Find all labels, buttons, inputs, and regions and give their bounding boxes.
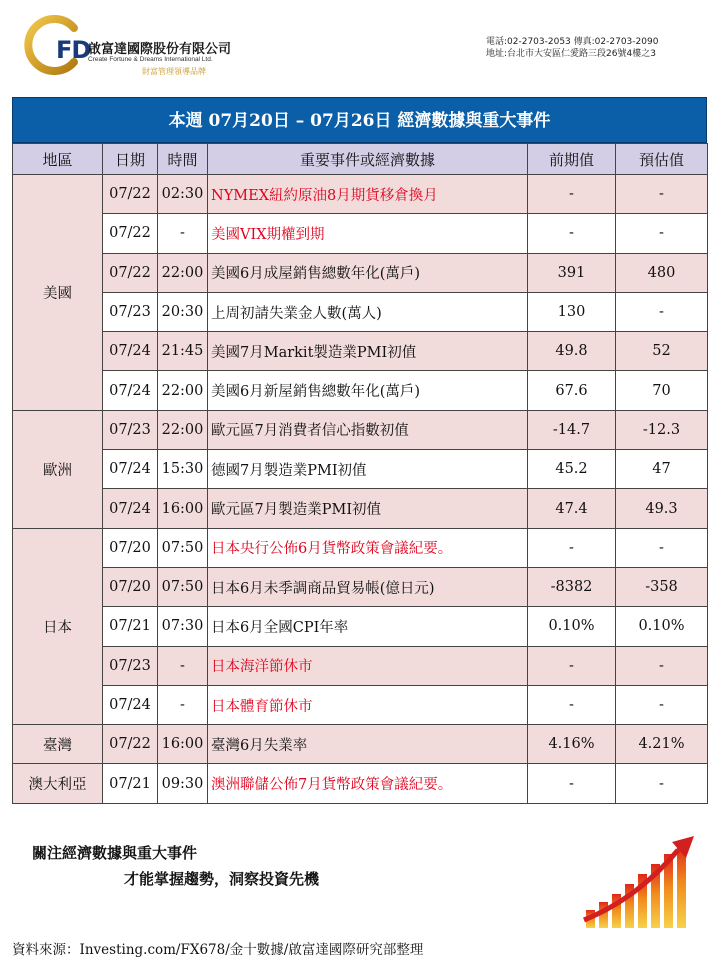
event-cell: 日本6月全國CPI年率 bbox=[208, 607, 528, 646]
previous-value-cell: - bbox=[528, 214, 616, 253]
forecast-value-cell: -358 bbox=[616, 567, 708, 606]
time-cell: 22:00 bbox=[158, 410, 208, 449]
region-cell: 澳大利亞 bbox=[13, 764, 103, 803]
table-row bbox=[13, 607, 708, 646]
region-cell: 美國 bbox=[13, 175, 103, 411]
date-cell: 07/21 bbox=[103, 607, 158, 646]
previous-value-cell: 47.4 bbox=[528, 489, 616, 528]
time-cell: 07:50 bbox=[158, 528, 208, 567]
date-cell: 07/23 bbox=[103, 410, 158, 449]
previous-value-cell: 4.16% bbox=[528, 725, 616, 764]
table-row bbox=[13, 489, 708, 528]
table-row bbox=[13, 646, 708, 685]
region-cell: 日本 bbox=[13, 528, 103, 724]
contact-info bbox=[486, 36, 698, 60]
page-header bbox=[0, 0, 720, 92]
header-region: 地區 bbox=[13, 144, 103, 175]
table-title: 本週 07月20日 – 07月26日 經濟數據與重大事件 bbox=[12, 97, 707, 143]
time-cell: 09:30 bbox=[158, 764, 208, 803]
events-table bbox=[12, 143, 708, 804]
time-cell: 16:00 bbox=[158, 725, 208, 764]
table-row bbox=[13, 764, 708, 803]
event-cell: 澳洲聯儲公佈7月貨幣政策會議紀要。 bbox=[208, 764, 528, 803]
footer-line-1: 關注經濟數據與重大事件 bbox=[32, 844, 198, 862]
event-cell: 歐元區7月製造業PMI初值 bbox=[208, 489, 528, 528]
date-cell: 07/22 bbox=[103, 253, 158, 292]
time-cell: 20:30 bbox=[158, 292, 208, 331]
date-cell: 07/24 bbox=[103, 489, 158, 528]
forecast-value-cell: - bbox=[616, 214, 708, 253]
table-row bbox=[13, 292, 708, 331]
previous-value-cell: - bbox=[528, 175, 616, 214]
header-time: 時間 bbox=[158, 144, 208, 175]
previous-value-cell: - bbox=[528, 685, 616, 724]
time-cell: 07:50 bbox=[158, 567, 208, 606]
region-cell: 臺灣 bbox=[13, 725, 103, 764]
forecast-value-cell: - bbox=[616, 685, 708, 724]
time-cell: 16:00 bbox=[158, 489, 208, 528]
event-cell: 臺灣6月失業率 bbox=[208, 725, 528, 764]
table-row bbox=[13, 214, 708, 253]
date-cell: 07/21 bbox=[103, 764, 158, 803]
forecast-value-cell: 47 bbox=[616, 450, 708, 489]
phone-fax-line: 電話:02-2703-2053 傳真:02-2703-2090 bbox=[486, 37, 659, 47]
time-cell: 15:30 bbox=[158, 450, 208, 489]
events-table-body bbox=[13, 175, 708, 804]
date-cell: 07/22 bbox=[103, 214, 158, 253]
table-row bbox=[13, 725, 708, 764]
previous-value-cell: - bbox=[528, 528, 616, 567]
date-cell: 07/20 bbox=[103, 528, 158, 567]
table-row bbox=[13, 410, 708, 449]
event-cell: 日本6月未季調商品貿易帳(億日元) bbox=[208, 567, 528, 606]
header-date: 日期 bbox=[103, 144, 158, 175]
previous-value-cell: 67.6 bbox=[528, 371, 616, 410]
events-table-container bbox=[12, 97, 707, 804]
previous-value-cell: 391 bbox=[528, 253, 616, 292]
table-row bbox=[13, 371, 708, 410]
forecast-value-cell: 49.3 bbox=[616, 489, 708, 528]
event-cell: 歐元區7月消費者信心指數初值 bbox=[208, 410, 528, 449]
table-row bbox=[13, 332, 708, 371]
date-cell: 07/23 bbox=[103, 646, 158, 685]
forecast-value-cell: -12.3 bbox=[616, 410, 708, 449]
table-row bbox=[13, 450, 708, 489]
header-previous: 前期值 bbox=[528, 144, 616, 175]
region-cell: 歐洲 bbox=[13, 410, 103, 528]
date-cell: 07/24 bbox=[103, 685, 158, 724]
time-cell: 02:30 bbox=[158, 175, 208, 214]
forecast-value-cell: - bbox=[616, 175, 708, 214]
previous-value-cell: - bbox=[528, 764, 616, 803]
company-logo[interactable] bbox=[22, 14, 292, 84]
event-cell: 美國6月新屋銷售總數年化(萬戶) bbox=[208, 371, 528, 410]
event-cell: 美國7月Markit製造業PMI初值 bbox=[208, 332, 528, 371]
date-cell: 07/24 bbox=[103, 450, 158, 489]
date-cell: 07/23 bbox=[103, 292, 158, 331]
previous-value-cell: 45.2 bbox=[528, 450, 616, 489]
date-cell: 07/24 bbox=[103, 332, 158, 371]
event-cell: 美國VIX期權到期 bbox=[208, 214, 528, 253]
header-event: 重要事件或經濟數據 bbox=[208, 144, 528, 175]
forecast-value-cell: 52 bbox=[616, 332, 708, 371]
event-cell: 上周初請失業金人數(萬人) bbox=[208, 292, 528, 331]
forecast-value-cell: 70 bbox=[616, 371, 708, 410]
table-row bbox=[13, 253, 708, 292]
event-cell: 日本體育節休市 bbox=[208, 685, 528, 724]
address-line: 地址:台北市大安區仁愛路三段26號4樓之3 bbox=[486, 49, 656, 59]
time-cell: 07:30 bbox=[158, 607, 208, 646]
previous-value-cell: 0.10% bbox=[528, 607, 616, 646]
forecast-value-cell: - bbox=[616, 764, 708, 803]
event-cell: NYMEX紐約原油8月期貨移倉換月 bbox=[208, 175, 528, 214]
header-forecast: 預估值 bbox=[616, 144, 708, 175]
previous-value-cell: - bbox=[528, 646, 616, 685]
table-row bbox=[13, 175, 708, 214]
previous-value-cell: -8382 bbox=[528, 567, 616, 606]
forecast-value-cell: - bbox=[616, 292, 708, 331]
event-cell: 美國6月成屋銷售總數年化(萬戶) bbox=[208, 253, 528, 292]
previous-value-cell: 49.8 bbox=[528, 332, 616, 371]
event-cell: 日本央行公佈6月貨幣政策會議紀要。 bbox=[208, 528, 528, 567]
time-cell: 21:45 bbox=[158, 332, 208, 371]
table-row bbox=[13, 685, 708, 724]
table-row bbox=[13, 528, 708, 567]
date-cell: 07/22 bbox=[103, 175, 158, 214]
time-cell: - bbox=[158, 685, 208, 724]
forecast-value-cell: - bbox=[616, 646, 708, 685]
forecast-value-cell: - bbox=[616, 528, 708, 567]
company-name: 啟富達國際股份有限公司 bbox=[88, 42, 232, 57]
forecast-value-cell: 4.21% bbox=[616, 725, 708, 764]
logo-letters: FD bbox=[56, 36, 91, 64]
date-cell: 07/20 bbox=[103, 567, 158, 606]
time-cell: - bbox=[158, 214, 208, 253]
footer-line-2: 才能掌握趨勢，洞察投資先機 bbox=[124, 870, 320, 888]
time-cell: 22:00 bbox=[158, 253, 208, 292]
event-cell: 德國7月製造業PMI初值 bbox=[208, 450, 528, 489]
time-cell: - bbox=[158, 646, 208, 685]
date-cell: 07/22 bbox=[103, 725, 158, 764]
footer-slogan bbox=[32, 840, 319, 892]
data-source: 資料來源：Investing.com/FX678/金十數據/啟富達國際研究部整理 bbox=[12, 942, 424, 958]
time-cell: 22:00 bbox=[158, 371, 208, 410]
event-cell: 日本海洋節休市 bbox=[208, 646, 528, 685]
date-cell: 07/24 bbox=[103, 371, 158, 410]
table-header-row bbox=[13, 144, 708, 175]
previous-value-cell: 130 bbox=[528, 292, 616, 331]
company-name-en: Create Fortune & Dreams International Ltd. bbox=[88, 56, 213, 63]
company-slogan: 財富管理領導品牌 bbox=[142, 67, 206, 76]
rising-bars-chart-icon bbox=[578, 828, 708, 936]
forecast-value-cell: 480 bbox=[616, 253, 708, 292]
table-row bbox=[13, 567, 708, 606]
previous-value-cell: -14.7 bbox=[528, 410, 616, 449]
forecast-value-cell: 0.10% bbox=[616, 607, 708, 646]
